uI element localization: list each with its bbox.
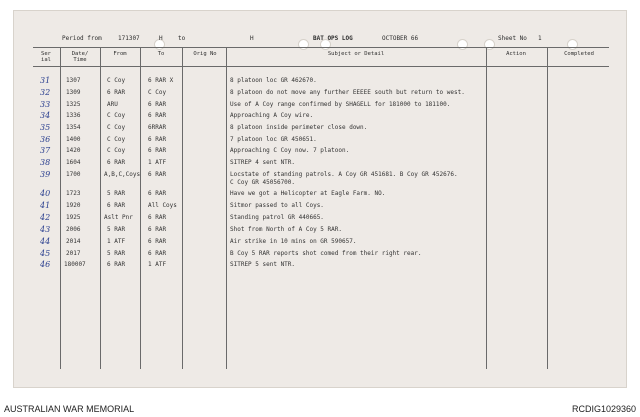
col-action-header: Action <box>506 51 526 57</box>
period-h1: H <box>159 35 163 42</box>
row-to: 6 RAR <box>148 171 167 178</box>
row-from: C Coy <box>107 136 126 143</box>
row-time: 1354 <box>66 124 81 131</box>
punch-hole <box>567 39 578 50</box>
sheet-number: 1 <box>538 35 542 42</box>
row-time: 2006 <box>66 226 81 233</box>
record-id: RCDIG1029360 <box>571 404 636 414</box>
row-serial: 45 <box>40 249 51 258</box>
period-from: 171307 <box>118 35 140 42</box>
row-from: C Coy <box>107 124 126 131</box>
row-time: 1336 <box>66 112 81 119</box>
grid-divider <box>100 47 101 369</box>
row-serial: 36 <box>40 135 51 144</box>
row-to: 6 RAR <box>148 112 167 119</box>
grid-divider <box>140 47 141 369</box>
row-subject: 8 platoon do not move any further EEEEE south but return to west. <box>230 89 465 96</box>
row-serial: 46 <box>40 260 51 269</box>
row-time: 1420 <box>66 147 81 154</box>
row-subject: Have we got a Helicopter at Eagle Farm. NO. <box>230 190 386 197</box>
row-subject: Shot from North of A Coy 5 RAR. <box>230 226 342 233</box>
row-subject: 8 platoon inside perimeter close down. <box>230 124 368 131</box>
punch-hole <box>298 39 309 50</box>
row-to: 1 ATF <box>148 261 167 268</box>
log-month: OCTOBER 66 <box>382 35 419 42</box>
row-from: 5 RAR <box>107 250 126 257</box>
grid-divider <box>226 47 227 369</box>
row-from: 5 RAR <box>107 190 126 197</box>
row-serial: 37 <box>40 146 51 155</box>
row-subject: Standing patrol GR 440665. <box>230 214 324 221</box>
row-from: Aslt Pnr <box>104 214 133 221</box>
row-time: 180007 <box>64 261 86 268</box>
grid-header-rule <box>33 66 609 67</box>
row-to: 6 RAR <box>148 190 167 197</box>
row-subject: B Coy 5 RAR reports shot comed from their right rear. <box>230 250 422 257</box>
row-serial: 35 <box>40 123 51 132</box>
grid-divider <box>60 47 61 369</box>
archive-caption: AUSTRALIAN WAR MEMORIAL <box>4 404 135 414</box>
row-time: 1309 <box>66 89 81 96</box>
row-serial: 40 <box>40 189 51 198</box>
row-from: 5 RAR <box>107 226 126 233</box>
punch-hole <box>457 39 468 50</box>
row-to: 6RRAR <box>148 124 167 131</box>
row-from: C Coy <box>107 147 126 154</box>
log-title: BAT OPS LOG <box>313 35 353 42</box>
row-serial: 38 <box>40 158 51 167</box>
row-from: 6 RAR <box>107 202 126 209</box>
row-subject: Air strike in 10 mins on GR 590657. <box>230 238 357 245</box>
row-to: 1 ATF <box>148 159 167 166</box>
grid-divider <box>182 47 183 369</box>
row-from: C Coy <box>107 77 126 84</box>
row-serial: 33 <box>40 100 51 109</box>
row-from: 6 RAR <box>107 261 126 268</box>
row-serial: 32 <box>40 88 51 97</box>
row-time: 2014 <box>66 238 81 245</box>
period-label: Period from <box>62 35 102 42</box>
row-subject: 8 platoon loc GR 462670. <box>230 77 317 84</box>
sheet-label: Sheet No <box>498 35 527 42</box>
row-to: 6 RAR <box>148 226 167 233</box>
grid-divider <box>547 47 548 369</box>
row-from: ARU <box>107 101 118 108</box>
to-label: to <box>178 35 186 42</box>
row-serial: 41 <box>40 201 51 210</box>
row-to: 6 RAR <box>148 250 167 257</box>
row-time: 1604 <box>66 159 81 166</box>
row-to: 6 RAR <box>148 136 167 143</box>
row-subject: 7 platoon loc GR 450651. <box>230 136 317 143</box>
row-to: 6 RAR <box>148 147 167 154</box>
row-subject: Approaching A Coy wire. <box>230 112 314 119</box>
col-to-header: To <box>157 51 165 57</box>
row-serial: 31 <box>40 76 51 85</box>
grid-divider <box>486 47 487 369</box>
row-time: 1325 <box>66 101 81 108</box>
row-time: 1920 <box>66 202 81 209</box>
row-to: 6 RAR <box>148 101 167 108</box>
row-to: 6 RAR X <box>148 77 174 84</box>
row-subject-continued: C Coy GR 45056700. <box>230 179 296 186</box>
row-from: 6 RAR <box>107 89 126 96</box>
row-time: 1307 <box>66 77 81 84</box>
row-subject: Sitmor passed to all Coys. <box>230 202 324 209</box>
row-subject: Use of A Coy range confirmed by SHAGELL for 181000 to 181100. <box>230 101 451 108</box>
row-time: 1925 <box>66 214 81 221</box>
col-orig-header: Orig No <box>193 51 217 57</box>
row-subject: SITREP 5 sent NTR. <box>230 261 296 268</box>
row-serial: 43 <box>40 225 51 234</box>
row-time: 1700 <box>66 171 81 178</box>
row-serial: 34 <box>40 111 51 120</box>
row-subject: Locstate of standing patrols. A Coy GR 451681. B Coy GR 452676. <box>230 171 458 178</box>
grid-top-rule <box>33 47 609 48</box>
col-subject-header: Subject or Detail <box>327 51 385 57</box>
row-time: 2017 <box>66 250 81 257</box>
period-h2: H <box>250 35 254 42</box>
row-from: A,B,C,Coys <box>104 171 141 178</box>
col-serial-header: Ser ial <box>41 51 51 63</box>
row-from: 6 RAR <box>107 159 126 166</box>
col-time-header: Date/ Time <box>71 51 89 63</box>
col-from-header: From <box>113 51 127 57</box>
row-subject: SITREP 4 sent NTR. <box>230 159 296 166</box>
col-completed-header: Completed <box>564 51 594 57</box>
row-to: All Coys <box>148 202 177 209</box>
row-to: C Coy <box>148 89 167 96</box>
row-to: 6 RAR <box>148 238 167 245</box>
row-serial: 39 <box>40 170 51 179</box>
row-to: 6 RAR <box>148 214 167 221</box>
row-serial: 42 <box>40 213 51 222</box>
row-from: 1 ATF <box>107 238 126 245</box>
row-subject: Approaching C Coy now. 7 platoon. <box>230 147 350 154</box>
row-time: 1723 <box>66 190 81 197</box>
row-time: 1400 <box>66 136 81 143</box>
row-from: C Coy <box>107 112 126 119</box>
row-serial: 44 <box>40 237 51 246</box>
